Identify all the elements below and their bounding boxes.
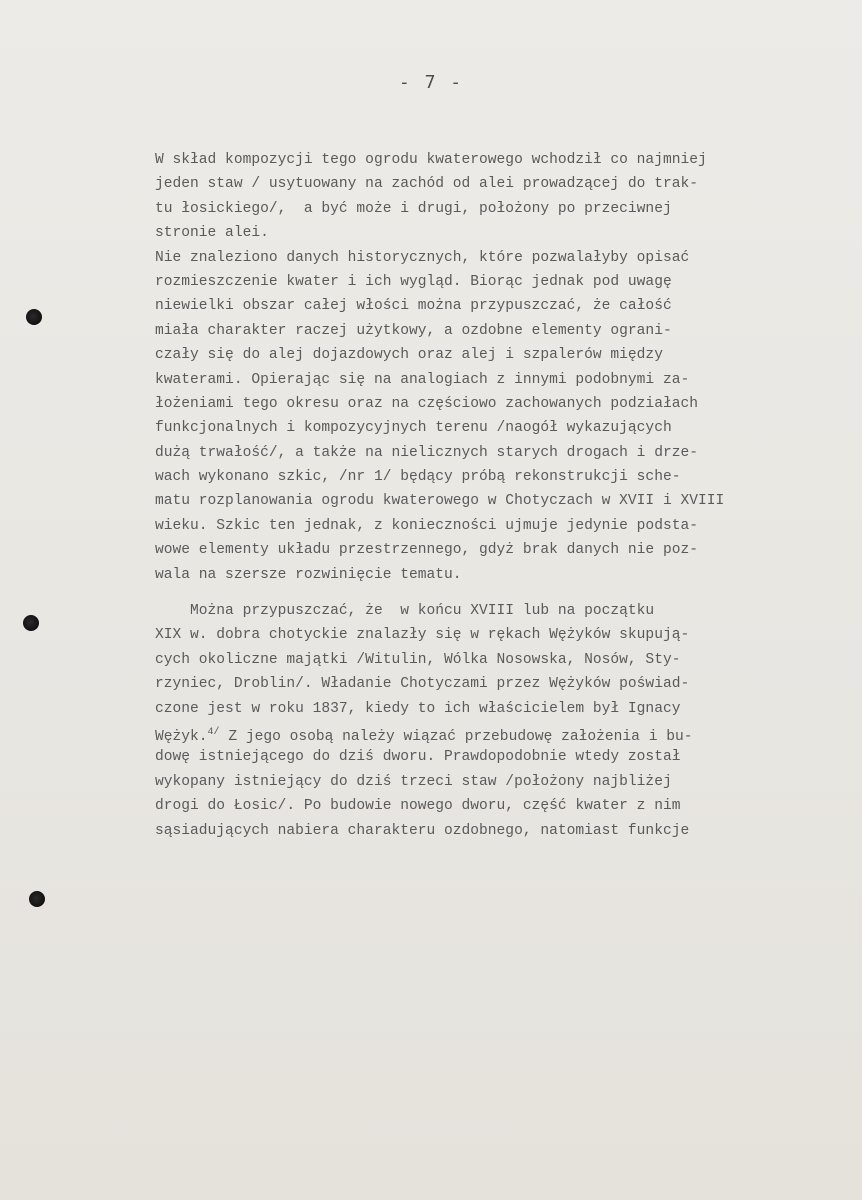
text-line: XIX w. dobra chotyckie znalazły się w rękach Wężyków skupują- [155, 627, 690, 644]
text-line: jeden staw / usytuowany na zachód od alei prowadzącej do trak- [155, 176, 698, 193]
text-line-with-footnote [155, 721, 855, 745]
text-line: wowe elementy układu przestrzennego, gdyż brak danych nie poz- [155, 542, 698, 559]
text-line: dużą trwałość/, a także na nielicznych starych drogach i drze- [155, 444, 698, 461]
text-segment: Z jego osobą należy wiązać przebudowę założenia i bu- [219, 728, 693, 745]
text-line: dowę istniejącego do dziś dworu. Prawdopodobnie wtedy został [155, 749, 681, 766]
text-line: matu rozplanowania ogrodu kwaterowego w Chotyczach w XVII i XVIII [155, 493, 725, 510]
punch-hole [29, 891, 45, 907]
text-line: stronie alei. [155, 225, 269, 242]
text-segment: Wężyk. [155, 728, 208, 745]
text-line: Można przypuszczać, że w końcu XVIII lub na początku [155, 603, 655, 620]
punch-hole [26, 309, 42, 325]
text-line: W skład kompozycji tego ogrodu kwaterowego wchodził co najmniej [155, 152, 707, 168]
text-line: kwaterami. Opierając się na analogiach z innymi podobnymi za- [155, 371, 690, 388]
text-line: rozmieszczenie kwater i ich wygląd. Biorąc jednak pod uwagę [155, 273, 672, 290]
text-line: niewielki obszar całej włości można przypuszczać, że całość [155, 298, 672, 315]
text-line: tu łosickiego/, a być może i drugi, położony po przeciwnej [155, 200, 672, 217]
punch-hole [23, 615, 39, 631]
text-line: wieku. Szkic ten jednak, z konieczności ujmuje jedynie podsta- [155, 517, 698, 534]
text-line: czone jest w roku 1837, kiedy to ich właścicielem był Ignacy [155, 700, 681, 717]
text-line: wala na szersze rozwinięcie tematu. [155, 566, 462, 583]
text-line: sąsiadujących nabiera charakteru ozdobnego, natomiast funkcje [155, 822, 690, 839]
text-line: Nie znaleziono danych historycznych, które pozwalałyby opisać [155, 249, 690, 266]
body-text [155, 148, 855, 843]
text-line: wykopany istniejący do dziś trzeci staw /położony najbliżej [155, 773, 672, 790]
text-line: czały się do alej dojazdowych oraz alej i szpalerów między [155, 347, 663, 364]
page-number: - 7 - [398, 72, 464, 93]
text-line: łożeniami tego okresu oraz na częściowo zachowanych podziałach [155, 395, 698, 412]
footnote-reference: 4/ [207, 726, 220, 738]
text-line: funkcjonalnych i kompozycyjnych terenu /naogół wykazujących [155, 420, 672, 437]
text-line: wach wykonano szkic, /nr 1/ będący próbą rekonstrukcji sche- [155, 469, 681, 486]
text-line: miała charakter raczej użytkowy, a ozdobne elementy ograni- [155, 322, 672, 339]
text-line: drogi do Łosic/. Po budowie nowego dworu, część kwater z nim [155, 798, 681, 815]
text-line: rzyniec, Droblin/. Władanie Chotyczami przez Wężyków poświad- [155, 676, 690, 693]
text-line: cych okoliczne majątki /Witulin, Wólka Nosowska, Nosów, Sty- [155, 651, 681, 668]
